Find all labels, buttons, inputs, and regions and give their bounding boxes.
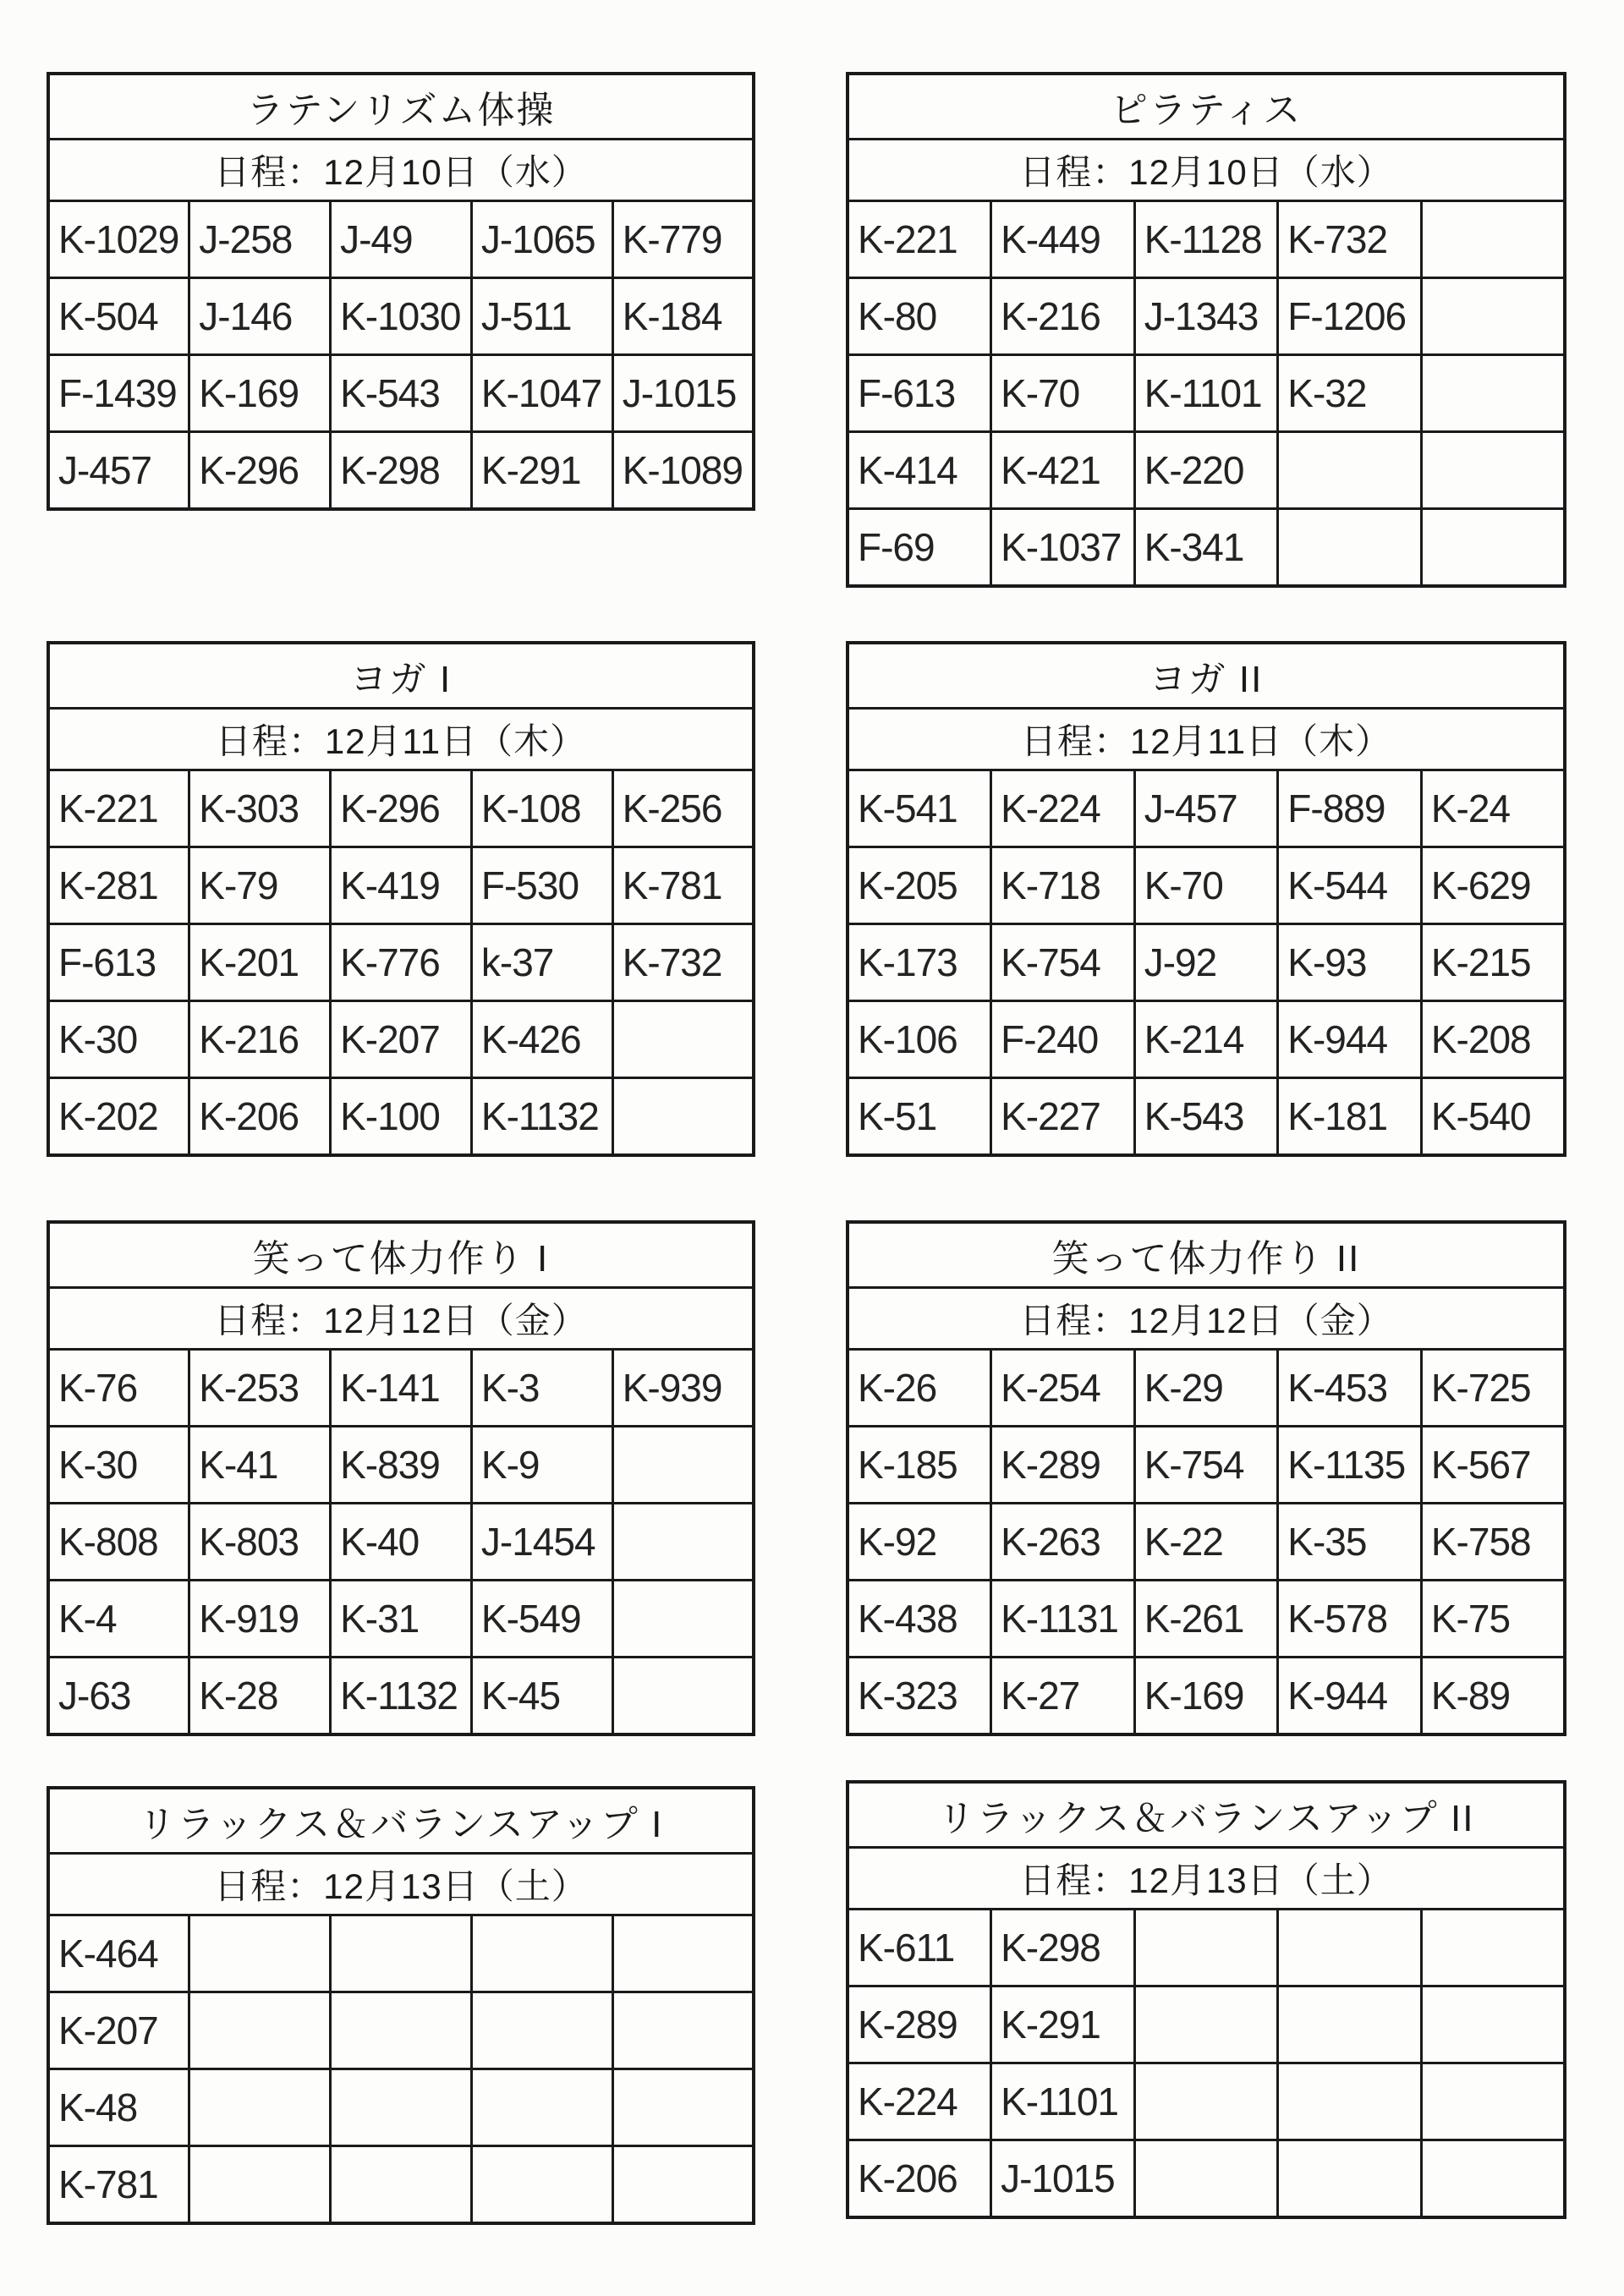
code-cell: K-732 (612, 924, 754, 1001)
code-cell: K-1128 (1134, 201, 1278, 278)
table-row (848, 847, 1565, 924)
code-cell: K-419 (331, 847, 472, 924)
code-cell: K-718 (991, 847, 1135, 924)
code-cell: K-1101 (991, 2063, 1135, 2140)
code-cell: K-323 (848, 1658, 991, 1735)
table-date: 日程：12月12日（金） (48, 1288, 754, 1350)
code-cell: F-240 (991, 1001, 1135, 1078)
code-cell: K-281 (48, 847, 189, 924)
code-cell: K-1030 (331, 278, 472, 355)
table-laugh-fitness-1 (47, 1220, 755, 1736)
code-cell: K-80 (848, 278, 991, 355)
table-title: リラックス＆バランスアップ I (48, 1788, 754, 1854)
code-cell: K-261 (1134, 1581, 1278, 1658)
table-row (48, 278, 754, 355)
table-date: 日程：12月11日（木） (48, 709, 754, 770)
code-cell: K-208 (1421, 1001, 1565, 1078)
code-cell: K-803 (189, 1504, 331, 1581)
code-cell: K-296 (331, 770, 472, 847)
code-cell: K-221 (848, 201, 991, 278)
code-cell: J-49 (331, 201, 472, 278)
empty-cell (612, 1078, 754, 1156)
empty-cell (1134, 1986, 1278, 2063)
code-cell: K-141 (331, 1350, 472, 1427)
code-cell: J-457 (1134, 770, 1278, 847)
table-row (48, 1078, 754, 1156)
code-cell: J-63 (48, 1658, 189, 1735)
code-cell: K-298 (991, 1910, 1135, 1986)
code-cell: K-100 (331, 1078, 472, 1156)
code-cell: K-944 (1278, 1001, 1422, 1078)
code-cell: K-453 (1278, 1350, 1422, 1427)
table-title: 笑って体力作り II (848, 1222, 1565, 1288)
table-row (48, 1992, 754, 2069)
code-cell: K-184 (612, 278, 754, 355)
code-cell: J-1454 (471, 1504, 612, 1581)
code-cell: K-263 (991, 1504, 1135, 1581)
code-cell: K-781 (48, 2146, 189, 2224)
table-row (48, 847, 754, 924)
table-row (48, 1915, 754, 1992)
code-cell: K-201 (189, 924, 331, 1001)
code-cell: K-254 (991, 1350, 1135, 1427)
code-cell: K-540 (1421, 1078, 1565, 1156)
table-row (848, 1504, 1565, 1581)
table-row (848, 1581, 1565, 1658)
code-cell: K-3 (471, 1350, 612, 1427)
table-row (848, 770, 1565, 847)
empty-cell (189, 2069, 331, 2146)
code-cell: K-207 (331, 1001, 472, 1078)
empty-cell (189, 1915, 331, 1992)
table-row (48, 2069, 754, 2146)
empty-cell (1278, 1986, 1422, 2063)
code-cell: K-93 (1278, 924, 1422, 1001)
code-cell: K-205 (848, 847, 991, 924)
code-cell: K-106 (848, 1001, 991, 1078)
code-cell: K-289 (991, 1427, 1135, 1504)
code-cell: K-30 (48, 1001, 189, 1078)
table-row (48, 770, 754, 847)
code-cell: K-181 (1278, 1078, 1422, 1156)
empty-cell (1278, 509, 1422, 587)
code-cell: K-549 (471, 1581, 612, 1658)
code-cell: K-28 (189, 1658, 331, 1735)
code-cell: K-289 (848, 1986, 991, 2063)
empty-cell (612, 1581, 754, 1658)
empty-cell (331, 2069, 472, 2146)
table-title: リラックス＆バランスアップ II (848, 1782, 1565, 1848)
empty-cell (471, 1992, 612, 2069)
code-cell: K-1135 (1278, 1427, 1422, 1504)
table-row (48, 1658, 754, 1735)
code-cell: K-22 (1134, 1504, 1278, 1581)
code-cell: K-1132 (471, 1078, 612, 1156)
table-yoga-1 (47, 641, 755, 1157)
empty-cell (331, 2146, 472, 2224)
table-relax-balance-1 (47, 1786, 755, 2225)
empty-cell (1421, 278, 1565, 355)
code-cell: K-919 (189, 1581, 331, 1658)
code-cell: K-32 (1278, 355, 1422, 432)
empty-cell (471, 2069, 612, 2146)
table-date: 日程：12月13日（土） (848, 1848, 1565, 1910)
code-cell: K-544 (1278, 847, 1422, 924)
table-row (48, 355, 754, 432)
code-cell: K-567 (1421, 1427, 1565, 1504)
code-cell: K-214 (1134, 1001, 1278, 1078)
code-cell: K-1101 (1134, 355, 1278, 432)
code-cell: K-48 (48, 2069, 189, 2146)
code-cell: K-808 (48, 1504, 189, 1581)
empty-cell (1278, 2140, 1422, 2218)
code-cell: K-70 (991, 355, 1135, 432)
table-row (848, 1001, 1565, 1078)
code-cell: K-944 (1278, 1658, 1422, 1735)
empty-cell (1421, 201, 1565, 278)
code-cell: K-1131 (991, 1581, 1135, 1658)
code-cell: K-253 (189, 1350, 331, 1427)
code-cell: K-779 (612, 201, 754, 278)
table-row (48, 2146, 754, 2224)
table-date: 日程：12月11日（木） (848, 709, 1565, 770)
code-cell: F-613 (48, 924, 189, 1001)
code-cell: K-215 (1421, 924, 1565, 1001)
code-cell: K-611 (848, 1910, 991, 1986)
code-cell: K-732 (1278, 201, 1422, 278)
empty-cell (612, 1915, 754, 1992)
code-cell: K-76 (48, 1350, 189, 1427)
table-row (848, 924, 1565, 1001)
code-cell: K-1037 (991, 509, 1135, 587)
table-latin-rhythm (47, 72, 755, 511)
table-pilates (846, 72, 1566, 588)
table-row (48, 1427, 754, 1504)
empty-cell (612, 1504, 754, 1581)
empty-cell (189, 2146, 331, 2224)
empty-cell (1421, 1910, 1565, 1986)
code-cell: K-449 (991, 201, 1135, 278)
empty-cell (612, 2146, 754, 2224)
code-cell: K-438 (848, 1581, 991, 1658)
code-cell: K-216 (991, 278, 1135, 355)
table-row (48, 1001, 754, 1078)
code-cell: K-291 (471, 432, 612, 510)
code-cell: K-108 (471, 770, 612, 847)
code-cell: K-173 (848, 924, 991, 1001)
table-title: ヨガ I (48, 643, 754, 709)
table-title: ヨガ II (848, 643, 1565, 709)
code-cell: K-256 (612, 770, 754, 847)
table-row (848, 1078, 1565, 1156)
table-date: 日程：12月10日（水） (48, 140, 754, 201)
empty-cell (612, 2069, 754, 2146)
schedule-table (846, 641, 1566, 1157)
code-cell: K-1132 (331, 1658, 472, 1735)
code-cell: K-35 (1278, 1504, 1422, 1581)
code-cell: K-839 (331, 1427, 472, 1504)
code-cell: K-206 (189, 1078, 331, 1156)
code-cell: K-414 (848, 432, 991, 509)
code-cell: K-298 (331, 432, 472, 510)
table-title: ラテンリズム体操 (48, 74, 754, 140)
code-cell: K-426 (471, 1001, 612, 1078)
code-cell: K-224 (848, 2063, 991, 2140)
empty-cell (612, 1001, 754, 1078)
schedule-table (47, 641, 755, 1157)
code-cell: K-1029 (48, 201, 189, 278)
code-cell: K-207 (48, 1992, 189, 2069)
code-cell: K-31 (331, 1581, 472, 1658)
empty-cell (1278, 1910, 1422, 1986)
code-cell: K-224 (991, 770, 1135, 847)
code-cell: K-303 (189, 770, 331, 847)
code-cell: J-457 (48, 432, 189, 510)
code-cell: K-169 (1134, 1658, 1278, 1735)
code-cell: K-754 (1134, 1427, 1278, 1504)
code-cell: K-51 (848, 1078, 991, 1156)
code-cell: K-758 (1421, 1504, 1565, 1581)
code-cell: K-24 (1421, 770, 1565, 847)
table-row (848, 432, 1565, 509)
table-title: ピラティス (848, 74, 1565, 140)
code-cell: K-221 (48, 770, 189, 847)
code-cell: K-206 (848, 2140, 991, 2218)
code-cell: K-341 (1134, 509, 1278, 587)
table-row (48, 924, 754, 1001)
empty-cell (189, 1992, 331, 2069)
code-cell: J-258 (189, 201, 331, 278)
empty-cell (1134, 1910, 1278, 1986)
table-row (848, 278, 1565, 355)
code-cell: F-1206 (1278, 278, 1422, 355)
code-cell: K-296 (189, 432, 331, 510)
empty-cell (1421, 2063, 1565, 2140)
empty-cell (612, 1992, 754, 2069)
code-cell: K-202 (48, 1078, 189, 1156)
code-cell: K-169 (189, 355, 331, 432)
code-cell: F-69 (848, 509, 991, 587)
code-cell: J-1015 (991, 2140, 1135, 2218)
code-cell: K-754 (991, 924, 1135, 1001)
code-cell: K-70 (1134, 847, 1278, 924)
table-row (848, 355, 1565, 432)
table-row (48, 432, 754, 510)
code-cell: K-216 (189, 1001, 331, 1078)
table-row (48, 1504, 754, 1581)
table-row (848, 201, 1565, 278)
code-cell: K-30 (48, 1427, 189, 1504)
empty-cell (1278, 2063, 1422, 2140)
code-cell: K-291 (991, 1986, 1135, 2063)
code-cell: K-1089 (612, 432, 754, 510)
code-cell: F-613 (848, 355, 991, 432)
code-cell: k-37 (471, 924, 612, 1001)
empty-cell (1421, 432, 1565, 509)
table-row (848, 1658, 1565, 1735)
empty-cell (1421, 2140, 1565, 2218)
code-cell: K-41 (189, 1427, 331, 1504)
code-cell: K-9 (471, 1427, 612, 1504)
table-row (48, 201, 754, 278)
table-date: 日程：12月13日（土） (48, 1854, 754, 1915)
table-row (848, 1986, 1565, 2063)
code-cell: F-530 (471, 847, 612, 924)
code-cell: K-543 (331, 355, 472, 432)
table-row (848, 1350, 1565, 1427)
code-cell: K-220 (1134, 432, 1278, 509)
code-cell: J-1343 (1134, 278, 1278, 355)
table-yoga-2 (846, 641, 1566, 1157)
code-cell: K-939 (612, 1350, 754, 1427)
empty-cell (1421, 355, 1565, 432)
code-cell: K-776 (331, 924, 472, 1001)
code-cell: J-1015 (612, 355, 754, 432)
empty-cell (1134, 2140, 1278, 2218)
table-relax-balance-2 (846, 1780, 1566, 2219)
table-row (848, 1910, 1565, 1986)
code-cell: J-92 (1134, 924, 1278, 1001)
code-cell: K-504 (48, 278, 189, 355)
empty-cell (1278, 432, 1422, 509)
empty-cell (331, 1992, 472, 2069)
code-cell: K-27 (991, 1658, 1135, 1735)
empty-cell (1421, 1986, 1565, 2063)
code-cell: K-725 (1421, 1350, 1565, 1427)
code-cell: K-75 (1421, 1581, 1565, 1658)
code-cell: K-629 (1421, 847, 1565, 924)
table-row (848, 1427, 1565, 1504)
code-cell: K-1047 (471, 355, 612, 432)
code-cell: F-1439 (48, 355, 189, 432)
code-cell: K-543 (1134, 1078, 1278, 1156)
table-date: 日程：12月10日（水） (848, 140, 1565, 201)
table-date: 日程：12月12日（金） (848, 1288, 1565, 1350)
code-cell: K-92 (848, 1504, 991, 1581)
empty-cell (1134, 2063, 1278, 2140)
empty-cell (471, 2146, 612, 2224)
code-cell: K-29 (1134, 1350, 1278, 1427)
schedule-table (846, 1220, 1566, 1736)
code-cell: K-45 (471, 1658, 612, 1735)
empty-cell (331, 1915, 472, 1992)
empty-cell (1421, 509, 1565, 587)
empty-cell (612, 1658, 754, 1735)
code-cell: K-40 (331, 1504, 472, 1581)
schedule-table (47, 1220, 755, 1736)
code-cell: K-26 (848, 1350, 991, 1427)
code-cell: K-421 (991, 432, 1135, 509)
code-cell: J-1065 (471, 201, 612, 278)
code-cell: K-781 (612, 847, 754, 924)
schedule-table (846, 72, 1566, 588)
code-cell: K-4 (48, 1581, 189, 1658)
table-row (848, 2140, 1565, 2218)
code-cell: K-578 (1278, 1581, 1422, 1658)
table-title: 笑って体力作り I (48, 1222, 754, 1288)
code-cell: K-185 (848, 1427, 991, 1504)
table-row (48, 1581, 754, 1658)
empty-cell (471, 1915, 612, 1992)
table-row (848, 509, 1565, 587)
table-row (848, 2063, 1565, 2140)
schedule-table (47, 1786, 755, 2225)
code-cell: J-146 (189, 278, 331, 355)
code-cell: K-79 (189, 847, 331, 924)
code-cell: K-89 (1421, 1658, 1565, 1735)
code-cell: K-227 (991, 1078, 1135, 1156)
schedule-table (47, 72, 755, 511)
table-laugh-fitness-2 (846, 1220, 1566, 1736)
table-row (48, 1350, 754, 1427)
schedule-table (846, 1780, 1566, 2219)
code-cell: K-541 (848, 770, 991, 847)
code-cell: K-464 (48, 1915, 189, 1992)
empty-cell (612, 1427, 754, 1504)
code-cell: F-889 (1278, 770, 1422, 847)
code-cell: J-511 (471, 278, 612, 355)
